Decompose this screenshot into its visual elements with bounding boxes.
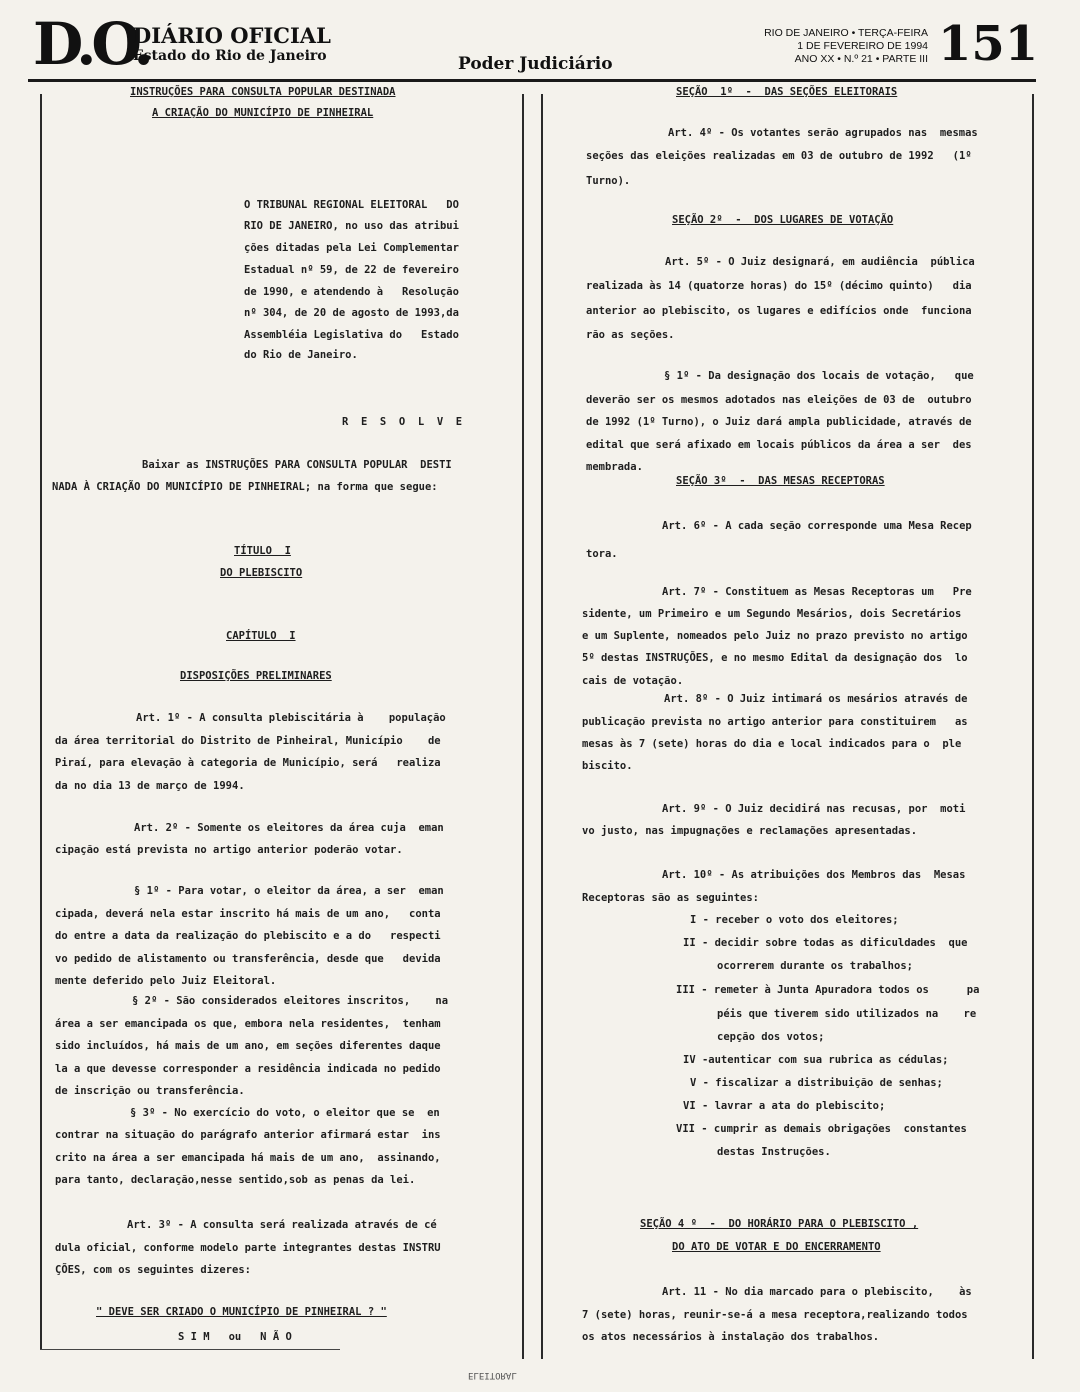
body-line: de inscrição ou transferência. bbox=[55, 1085, 245, 1097]
body-line: anterior ao plebiscito, os lugares e edifícios onde funciona bbox=[586, 305, 972, 317]
body-line: contrar na situação do parágrafo anterior afirmará estar ins bbox=[55, 1129, 441, 1141]
section-heading: SEÇÃO 3º - DAS MESAS RECEPTORAS bbox=[676, 475, 885, 487]
body-line: membrada. bbox=[586, 461, 643, 473]
body-line: la a que devesse corresponder a residência indicada no pedido bbox=[55, 1063, 441, 1075]
section-name: Poder Judiciário bbox=[458, 54, 613, 74]
date-line-2: 1 DE FEVEREIRO DE 1994 bbox=[797, 40, 928, 52]
preamble-line: nº 304, de 20 de agosto de 1993,da bbox=[244, 307, 459, 319]
body-line: Receptoras são as seguintes: bbox=[582, 892, 760, 904]
body-line: realizada às 14 (quatorze horas) do 15º (décimo quinto) dia bbox=[586, 280, 972, 292]
body-line: edital que será afixado em locais públicos da área a ser des bbox=[586, 439, 972, 451]
body-line: vo justo, nas impugnações e reclamações apresentadas. bbox=[582, 825, 918, 837]
body-line: Art. 2º - Somente os eleitores da área cuja eman bbox=[134, 822, 444, 834]
preamble-line: Estadual nº 59, de 22 de fevereiro bbox=[244, 264, 459, 276]
chapter-subheading: DISPOSIÇÕES PRELIMINARES bbox=[180, 670, 332, 682]
publication-subtitle: Estado do Rio de Janeiro bbox=[133, 48, 327, 64]
body-line: cipação está prevista no artigo anterior poderão votar. bbox=[55, 844, 403, 856]
list-item: III - remeter à Junta Apuradora todos os pa bbox=[676, 984, 980, 996]
body-line: da área territorial do Distrito de Pinheiral, Município de bbox=[55, 735, 441, 747]
list-item: ocorrerem durante os trabalhos; bbox=[717, 960, 913, 972]
body-line: 7 (sete) horas, reunir-se-á a mesa receptora,realizando todos bbox=[582, 1309, 968, 1321]
page-number: 151 bbox=[938, 16, 1039, 72]
section-heading: DO ATO DE VOTAR E DO ENCERRAMENTO bbox=[672, 1241, 881, 1253]
list-item: péis que tiverem sido utilizados na re bbox=[717, 1008, 977, 1020]
preamble-line: de 1990, e atendendo à Resolução bbox=[244, 286, 459, 298]
preamble-line: do Rio de Janeiro. bbox=[244, 349, 358, 361]
body-line: tora. bbox=[586, 548, 618, 560]
title-subheading: DO PLEBISCITO bbox=[220, 567, 303, 579]
body-line: mente deferido pelo Juiz Eleitoral. bbox=[55, 975, 277, 987]
body-line: mesas às 7 (sete) horas do dia e local indicados para o ple bbox=[582, 738, 962, 750]
section-heading: SEÇÃO 2º - DOS LUGARES DE VOTAÇÃO bbox=[672, 214, 894, 226]
body-line: sido incluídos, há mais de um ano, em seções diferentes daque bbox=[55, 1040, 441, 1052]
ballot-question: " DEVE SER CRIADO O MUNICÍPIO DE PINHEIRAL ? " bbox=[96, 1306, 387, 1318]
body-line: Turno). bbox=[586, 175, 631, 187]
column-divider-left bbox=[522, 94, 524, 1359]
preamble-line: RIO DE JANEIRO, no uso das atribui bbox=[244, 220, 459, 232]
list-item: II - decidir sobre todas as dificuldades que bbox=[683, 937, 968, 949]
body-line: Art. 5º - O Juiz designará, em audiência pública bbox=[665, 256, 975, 268]
doc-title-1: INSTRUÇÕES PARA CONSULTA POPULAR DESTINADA bbox=[130, 86, 396, 98]
body-line: para tanto, declaração,nesse sentido,sob as penas da lei. bbox=[55, 1174, 416, 1186]
body-line: dula oficial, conforme modelo parte integrantes destas INSTRU bbox=[55, 1242, 441, 1254]
list-item: IV -autenticar com sua rubrica as cédulas; bbox=[683, 1054, 949, 1066]
body-line: Piraí, para elevação à categoria de Município, será realiza bbox=[55, 757, 441, 769]
title-heading: TÍTULO I bbox=[234, 545, 291, 557]
body-line: 5º destas INSTRUÇÕES, e no mesmo Edital da designação dos lo bbox=[582, 652, 968, 664]
date-line-1: RIO DE JANEIRO • TERÇA-FEIRA bbox=[764, 27, 928, 39]
resolve-heading: R E S O L V E bbox=[342, 416, 463, 428]
body-line: crito na área a ser emancipada há mais de um ano, assinando, bbox=[55, 1152, 441, 1164]
body-line: sidente, um Primeiro e um Segundo Mesários, dois Secretários bbox=[582, 608, 962, 620]
body-line: Art. 10º - As atribuições dos Membros das Mesas bbox=[662, 869, 966, 881]
chapter-heading: CAPÍTULO I bbox=[226, 630, 296, 642]
body-line: Art. 3º - A consulta será realizada através de cé bbox=[127, 1219, 437, 1231]
body-line: deverão ser os mesmos adotados nas eleições de 03 de outubro bbox=[586, 394, 972, 406]
body-line: Art. 8º - O Juiz intimará os mesários através de bbox=[664, 693, 968, 705]
body-line: publicação prevista no artigo anterior para constituirem as bbox=[582, 716, 968, 728]
body-line: do entre a data da realização do plebiscito e a do respecti bbox=[55, 930, 441, 942]
section-heading: SEÇÃO 1º - DAS SEÇÕES ELEITORAIS bbox=[676, 86, 898, 98]
list-item: cepção dos votos; bbox=[717, 1031, 825, 1043]
list-item: I - receber o voto dos eleitores; bbox=[690, 914, 899, 926]
body-line: Baixar as INSTRUÇÕES PARA CONSULTA POPULAR DESTI bbox=[142, 459, 452, 471]
issue-info bbox=[738, 27, 928, 66]
body-line: cais de votação. bbox=[582, 675, 684, 687]
body-line: ÇÕES, com os seguintes dizeres: bbox=[55, 1264, 251, 1276]
section-heading: SEÇÃO 4 º - DO HORÁRIO PARA O PLEBISCITO , bbox=[640, 1218, 919, 1230]
body-line: Art. 7º - Constituem as Mesas Receptoras um Pre bbox=[662, 586, 972, 598]
body-line: rão as seções. bbox=[586, 329, 675, 341]
body-line: § 3º - No exercício do voto, o eleitor que se en bbox=[130, 1107, 440, 1119]
body-line: área a ser emancipada os que, embora nela residentes, tenham bbox=[55, 1018, 441, 1030]
doc-title-2: A CRIAÇÃO DO MUNICÍPIO DE PINHEIRAL bbox=[152, 107, 374, 119]
left-border bbox=[40, 94, 42, 1349]
body-line: e um Suplente, nomeados pelo Juiz no prazo previsto no artigo bbox=[582, 630, 968, 642]
body-line: de 1992 (1º Turno), o Juiz dará ampla publicidade, através de bbox=[586, 416, 972, 428]
list-item: V - fiscalizar a distribuição de senhas; bbox=[690, 1077, 943, 1089]
body-line: cipada, deverá nela estar inscrito há mais de um ano, conta bbox=[55, 908, 441, 920]
bleed-through-text: ELEITORAL bbox=[468, 1370, 517, 1380]
list-item: destas Instruções. bbox=[717, 1146, 831, 1158]
list-item: VII - cumprir as demais obrigações constantes bbox=[676, 1123, 967, 1135]
ballot-options: S I M ou N Ã O bbox=[178, 1331, 292, 1343]
body-line: os atos necessários à instalação dos trabalhos. bbox=[582, 1331, 880, 1343]
header-rule bbox=[28, 79, 1036, 82]
ballot-rule bbox=[40, 1349, 340, 1350]
list-item: VI - lavrar a ata do plebiscito; bbox=[683, 1100, 886, 1112]
do-logo: D.O. bbox=[33, 10, 149, 78]
body-line: Art. 9º - O Juiz decidirá nas recusas, por moti bbox=[662, 803, 966, 815]
body-line: biscito. bbox=[582, 760, 633, 772]
body-line: vo pedido de alistamento ou transferência, desde que devida bbox=[55, 953, 441, 965]
body-line: Art. 11 - No dia marcado para o plebiscito, às bbox=[662, 1286, 972, 1298]
body-line: Art. 6º - A cada seção corresponde uma Mesa Recep bbox=[662, 520, 972, 532]
body-line: § 1º - Para votar, o eleitor da área, a ser eman bbox=[134, 885, 444, 897]
preamble-line: Assembléia Legislativa do Estado bbox=[244, 329, 459, 341]
body-line: § 2º - São considerados eleitores inscritos, na bbox=[132, 995, 449, 1007]
body-line: NADA À CRIAÇÃO DO MUNICÍPIO DE PINHEIRAL; na forma que segue: bbox=[52, 481, 438, 493]
body-line: da no dia 13 de março de 1994. bbox=[55, 780, 245, 792]
right-border bbox=[1032, 94, 1034, 1359]
body-line: seções das eleições realizadas em 03 de outubro de 1992 (1º bbox=[586, 150, 972, 162]
column-divider-right bbox=[541, 94, 543, 1359]
body-line: Art. 4º - Os votantes serão agrupados nas mesmas bbox=[668, 127, 978, 139]
preamble-line: O TRIBUNAL REGIONAL ELEITORAL DO bbox=[244, 199, 459, 211]
publication-title: DIÁRIO OFICIAL bbox=[133, 23, 331, 48]
date-line-3: ANO XX • N.º 21 • PARTE III bbox=[794, 53, 928, 65]
body-line: § 1º - Da designação dos locais de votação, que bbox=[664, 370, 974, 382]
body-line: Art. 1º - A consulta plebiscitária à população bbox=[136, 712, 446, 724]
preamble-line: ções ditadas pela Lei Complementar bbox=[244, 242, 459, 254]
